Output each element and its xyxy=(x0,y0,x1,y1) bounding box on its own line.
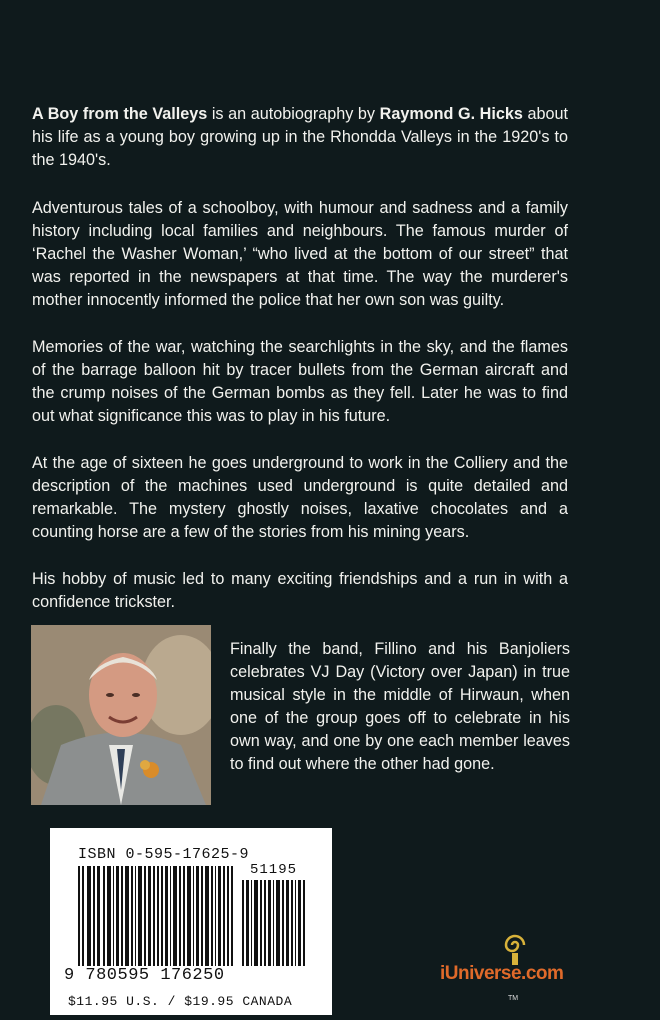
blurb-paragraph-music xyxy=(32,568,568,614)
blurb-paragraph-intro xyxy=(32,103,568,172)
intro-text: is an autobiography by xyxy=(207,105,380,123)
book-title: A Boy from the Valleys xyxy=(32,105,208,123)
paragraph-text: At the age of sixteen he goes underground to work in the Colliery and the description of the machines used underground is quite detailed and remarkable. The mystery ghostly noises, laxative chocolates and a counting horse are a few of the stories from his mining years. xyxy=(32,454,568,541)
isbn-label: ISBN 0-595-17625-9 xyxy=(78,846,250,863)
paragraph-text: His hobby of music led to many exciting friendships and a run in with a confidence trickster. xyxy=(32,570,568,611)
addon-code: 51195 xyxy=(250,862,298,878)
spiral-icon xyxy=(485,925,545,965)
isbn-digits: 9 780595 176250 xyxy=(64,966,225,985)
paragraph-text: Memories of the war, watching the searchlights in the sky, and the flames of the barrage balloon hit by tracer bullets from the German aircraft and the crump noises of the German bombs as they fell. Later he was to find out what significance this was to play in his future. xyxy=(32,338,568,425)
trademark-mark: TM xyxy=(508,995,519,1002)
blurb-paragraph-schoolboy xyxy=(32,197,568,312)
author-name: Raymond G. Hicks xyxy=(379,105,523,123)
blurb-paragraph-colliery xyxy=(32,452,568,544)
blurb-paragraph-war xyxy=(32,336,568,428)
price-label: $11.95 U.S. / $19.95 CANADA xyxy=(68,994,293,1009)
intro-text-end: about his life as a young boy growing up in the Rhondda Valleys in the 1920's to the 1940's. xyxy=(32,105,568,169)
publisher-logo xyxy=(430,925,580,1020)
barcode-bars xyxy=(76,866,326,966)
paragraph-text: Finally the band, Fillino and his Banjoliers celebrates VJ Day (Victory over Japan) in true musical style in the middle of Hirwaun, when one of the group goes off to celebrate in his own way, and one by one each member leaves to find out where the other had gone. xyxy=(230,640,570,773)
blurb-paragraph-vj-day xyxy=(230,638,570,776)
author-photo xyxy=(31,625,211,805)
paragraph-text: Adventurous tales of a schoolboy, with humour and sadness and a family history including local families and neighbours. The famous murder of ‘Rachel the Washer Woman,’ “who lived at the bottom of our street” that was reported in the newspapers at that time. The way the murderer's mother innocently informed the police that her own son was guilty. xyxy=(32,199,568,309)
publisher-name: iUniverse.com xyxy=(440,963,564,984)
barcode-label xyxy=(50,828,332,1015)
